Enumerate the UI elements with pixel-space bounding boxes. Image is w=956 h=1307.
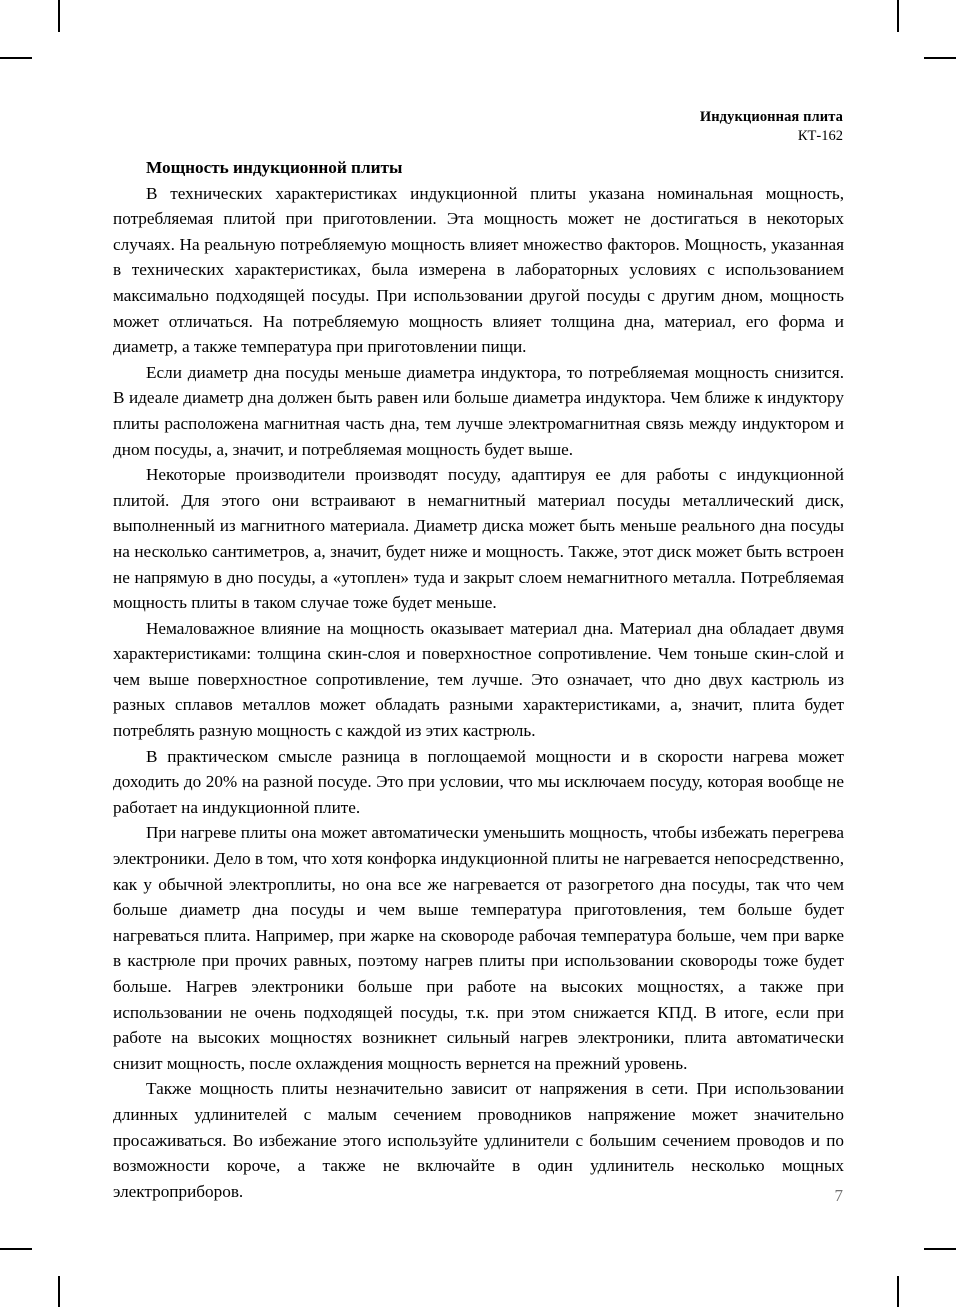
paragraph: Также мощность плиты незначительно зависит от напряжения в сети. При использовании длинных удлинителей с малым сечением проводников напряжение может значительно просаживаться. Во избежание этого используйте удлинители с большим сечением проводов и по возможности короче, а также не включайте в один удлинитель несколько мощных электроприборов.: [113, 1079, 844, 1201]
crop-mark-top-right-vertical: [897, 0, 899, 32]
section-title: Мощность индукционной плиты: [146, 158, 403, 177]
crop-mark-top-left-vertical: [58, 0, 60, 32]
crop-mark-bottom-right-vertical: [897, 1276, 899, 1307]
paragraph: В технических характеристиках индукционной плиты указана номинальная мощность, потребляемая плитой при приготовлении. Эта мощность может не достигаться в некоторых случаях. На реальную потребляемую мощность влияет множество факторов. Мощность, указанная в технических характеристиках, была измерена в лабораторных условиях с использованием максимально подходящей посуды. При использовании другой посуды с другим дном, мощность может отличаться. На потребляемую мощность влияет толщина дна, материал, его форма и диаметр, а также температура при приготовлении пищи.: [113, 183, 844, 357]
crop-mark-bottom-right-horizontal: [924, 1248, 956, 1250]
running-head-model: КТ-162: [797, 127, 843, 144]
paragraph: Если диаметр дна посуды меньше диаметра индуктора, то потребляемая мощность снизится. В идеале диаметр дна должен быть равен или больше диаметра индуктора. Чем ближе к индуктору плиты расположена магнитная часть дна, тем лучше электромагнитная связь между индуктором и дном посуды, а, значит, и потребляемая мощность будет выше.: [113, 362, 844, 459]
crop-mark-top-left-horizontal: [0, 57, 32, 59]
crop-mark-bottom-left-horizontal: [0, 1248, 32, 1250]
paragraph: В практическом смысле разница в поглощаемой мощности и в скорости нагрева может доходить до 20% на разной посуде. Это при условии, что мы исключаем посуду, которая вообще не работает на индукционной плите.: [113, 746, 844, 817]
paragraph: При нагреве плиты она может автоматически уменьшить мощность, чтобы избежать перегрева электроники. Дело в том, что хотя конфорка индукционной плиты не нагревается непосредственно, как у обычной электроплиты, но она все же нагревается от разогретого дна посуды, так что чем больше диаметр дна посуды и чем выше температура приготовления, тем больше будет нагреваться плита. Например, при жарке на сковороде рабочая температура больше, чем при варке в кастрюле при прочих равных, поэтому нагрев плиты при использовании сковороды тоже будет больше. Нагрев электроники больше при работе на высоких мощностях, а также при использовании не очень подходящей посуды, т.к. при этом снижается КПД. В итоге, если при работе на высоких мощностях возникнет сильный нагрев электроники, плита автоматически снизит мощность, после охлаждения мощность вернется на прежний уровень.: [113, 823, 844, 1073]
page-number: 7: [834, 1186, 843, 1205]
running-head: [113, 108, 843, 145]
running-head-title: Индукционная плита: [699, 109, 843, 125]
text-column: [113, 155, 844, 1204]
crop-mark-bottom-left-vertical: [58, 1276, 60, 1307]
paragraph: Немаловажное влияние на мощность оказывает материал дна. Материал дна обладает двумя характеристиками: толщина скин-слоя и поверхностное сопротивление. Чем тоньше скин-слой и чем выше поверхностное сопротивление, тем лучше. Это означает, что дно двух кастрюль из разных сплавов металлов может обладать разными характеристиками, а, значит, плита будет потреблять разную мощность с каждой из этих кастрюль.: [113, 618, 844, 741]
paragraph: Некоторые производители производят посуду, адаптируя ее для работы с индукционной плитой. Для этого они встраивают в немагнитный материал посуды металлический диск, выполненный из магнитного материала. Диаметр диска может быть меньше реального дна посуды на несколько сантиметров, а, значит, будет ниже и мощность. Также, этот диск может быть встроен не напрямую в дно посуды, а «утоплен» туда и закрыт слоем немагнитного металла. Потребляемая мощность плиты в таком случае тоже будет меньше.: [113, 465, 844, 613]
crop-mark-top-right-horizontal: [924, 57, 956, 59]
